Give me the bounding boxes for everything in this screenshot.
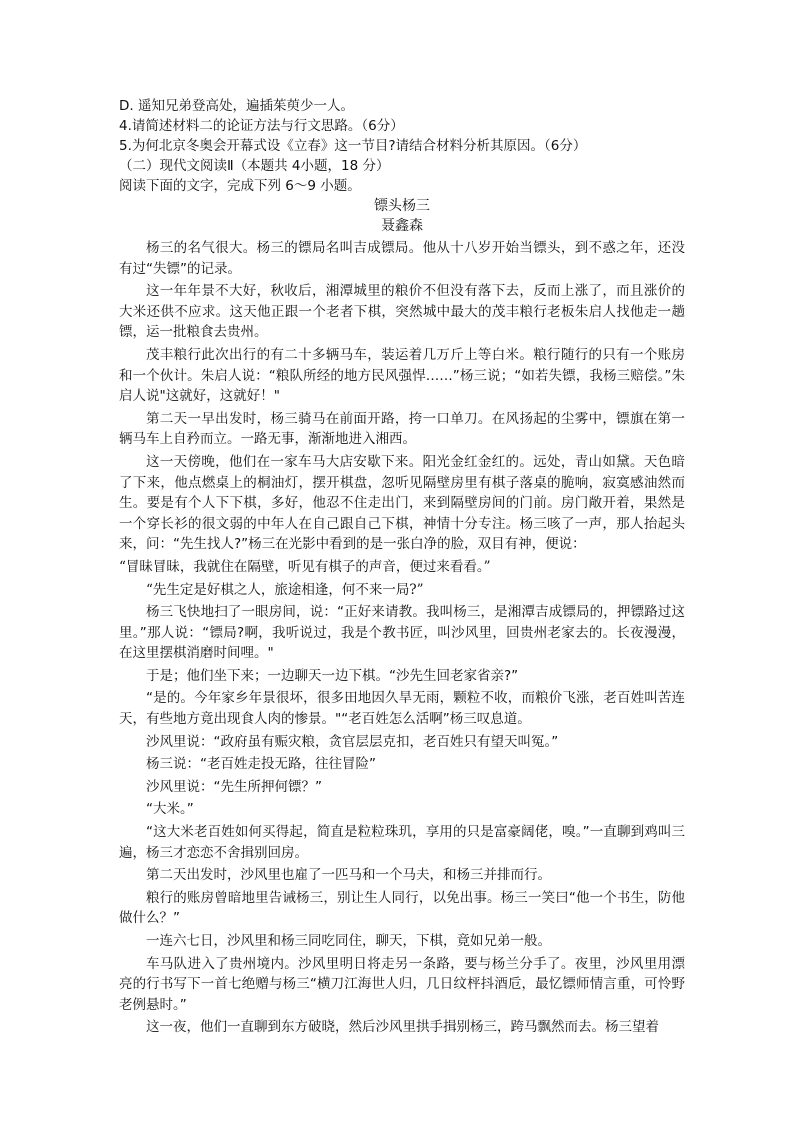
article-title: 镖头杨三 [374, 198, 430, 214]
article-paragraph: 这一夜，他们一直聊到东方破晓，然后沙风里拱手揖别杨三，跨马飘然而去。杨三望着 [146, 1019, 659, 1036]
article-paragraph: “冒昧冒昧，我就住在隔壁，听见有棋子的声音，便过来看看。” [119, 558, 491, 575]
article-paragraph: 第二天出发时，沙风里也雇了一匹马和一个马夫，和杨三并排而行。 [146, 867, 551, 884]
article-paragraph: 于是；他们坐下来；一边聊天一边下棋。“沙先生回老家省亲?” [146, 667, 519, 684]
section-heading: （二）现代文阅读Ⅱ（本题共 4小题，18 分） [119, 158, 390, 174]
article-paragraph: 茂丰粮行此次出行的有二十多辆马车，装运着几万斤上等白米。粮行随行的只有一个账房和一个伙计。朱启人说：“粮队所经的地方民风强悍……”杨三说；“如若失镖，我杨三赔偿。”朱启人说"这就好，这就好！" [119, 346, 685, 405]
article-paragraph: 粮行的账房曾暗地里告诫杨三，别让生人同行，以免出事。杨三一笑曰“他一个书生，防他做什么？” [119, 889, 685, 927]
article-paragraph: 第二天一早出发时，杨三骑马在前面开路，挎一口单刀。在风扬起的尘雾中，镖旗在第一辆马车上自矜而立。一路无事，渐渐地进入湘西。 [119, 410, 685, 448]
article-author: 聂鑫森 [381, 218, 423, 234]
article-paragraph: “大米。” [146, 801, 194, 818]
article-paragraph: 杨三飞快地扫了一眼房间，说：“正好来请教。我叫杨三，是湘潭吉成镖局的，押镖路过这里。”那人说：“镖局?啊，我听说过，我是个教书匠，叫沙风里，回贵州老家去的。长夜漫漫，在这里摆棋消磨时间哩。" [119, 604, 685, 662]
article-paragraph: “先生定是好棋之人，旅途相逢，何不来一局?” [146, 581, 424, 598]
article-paragraph: 杨三的名气很大。杨三的镖局名叫吉成镖局。他从十八岁开始当镖头，到不惑之年，还没有过“失镖”的记录。 [119, 240, 685, 277]
article-paragraph: 沙风里说：“政府虽有赈灾粮，贪官层层克扣，老百姓只有望天叫冤。” [146, 733, 559, 750]
article-paragraph: 一连六七日，沙风里和杨三同吃同住，聊天，下棋，竟如兄弟一般。 [146, 933, 551, 949]
reading-instruction: 阅读下面的文字，完成下列 6～9 小题。 [119, 178, 361, 194]
option-d-text: D. 遥知兄弟登高处，遍插茱萸少一人。 [119, 98, 354, 114]
article-paragraph: 这一天傍晚，他们在一家车马大店安歇下来。阳光金红金红的。远处，青山如黛。天色暗了下来，他点燃桌上的桐油灯，摆开棋盘，忽听见隔壁房里有棋子落桌的脆响，寂寞感油然而生。要是有个人下下棋，多好，他忍不住走出门，来到隔壁房间的门前。房门敞开着，果然是一个穿长衫的很文弱的中年人在自己跟自己下棋，神情十分专注。杨三咳了一声，那人抬起头来，问：“先生找人?”杨三在光影中看到的是一张白净的脸，双目有神，便说： [119, 453, 685, 553]
article-paragraph: 这一年年景不大好，秋收后，湘潭城里的粮价不但没有落下去，反而上涨了，而且涨价的大米还供不应求。这天他正跟一个老者下棋，突然城中最大的茂丰粮行老板朱启人找他走一趟镖，运一批粮食去贵州。 [119, 283, 685, 341]
question-4: 4.请简述材料二的论证方法与行文思路。（6分） [119, 118, 404, 134]
document-page [119, 96, 685, 1040]
article-paragraph: 沙风里说：“先生所押何镖？” [146, 778, 322, 795]
article-paragraph: 车马队进入了贵州境内。沙风里明日将走另一条路，要与杨兰分手了。夜里，沙风里用漂亮的行书写下一首七绝赠与杨三“横刀江海世人归，几日纹枰抖酒卮，最忆镖师情言重，可怜野老例悬时。” [119, 955, 685, 1013]
article-paragraph: 杨三说：“老百姓走投无路，往往冒险” [146, 756, 376, 773]
article-paragraph: “这大米老百姓如何买得起，简直是粒粒珠玑，享用的只是富豪阔佬，嗅。”一直聊到鸡叫三遍，杨三才恋恋不舍揖别回房。 [119, 824, 685, 861]
question-5: 5.为何北京冬奥会开幕式设《立春》这一节目?请结合材料分析其原因。（6分） [119, 138, 587, 154]
article-paragraph: “是的。今年家乡年景很坏，很多田地因久旱无雨，颗粒不收，而粮价飞涨，老百姓叫苦连天，有些地方竟出现食人肉的惨景。"“老百姓怎么活啊”杨三叹息道。 [119, 690, 685, 728]
